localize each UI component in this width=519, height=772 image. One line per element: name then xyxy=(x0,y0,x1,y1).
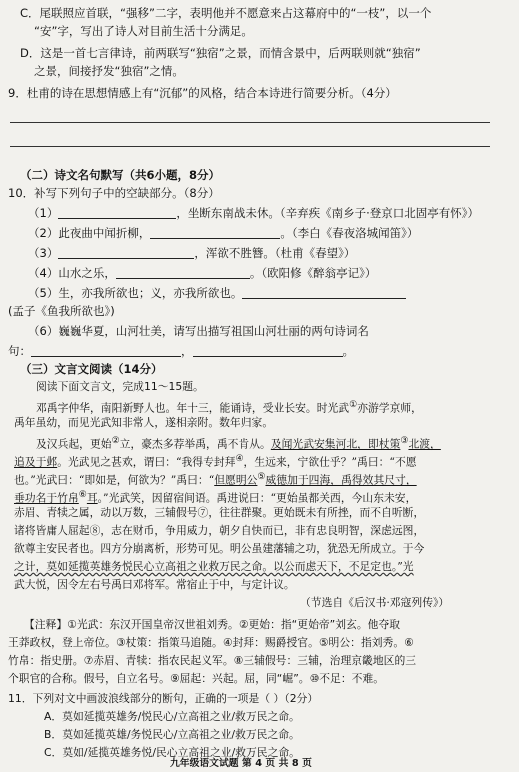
q11-stem: 11．下列对文中画波浪线部分的断句，正确的一项是（ ）（2分） xyxy=(8,692,319,705)
passage-line-5a: 也。”光武曰：“即如是，何欲为？”禹曰：“ xyxy=(14,473,215,487)
passage-line-6c: 。”光武笑，因留宿间语。禹进说曰：“更始虽都关西，今山东未安， xyxy=(97,491,417,505)
blank-3[interactable] xyxy=(58,258,194,259)
q10-item-2-text: 。（李白《春夜洛城闻笛》） xyxy=(280,226,419,240)
notes-line-4: 个职官的合称。假号，自立名号。⑨屈起：兴起。屈，同“崛”。⑩不足：不难。 xyxy=(8,672,385,685)
passage-line-9b: 藩辅之功，犹恐无所成立。于今 xyxy=(273,542,425,555)
blank-6a[interactable] xyxy=(31,356,181,357)
q10-item-2-prefix: （2）此夜曲中闻折柳， xyxy=(28,226,151,240)
passage-line-7: 赤眉、青犊之属，动以万数，三辅假号⑦，往往群聚。更始既未有所挫，而不自听断， xyxy=(14,506,425,519)
note-ref-5: ⑤ xyxy=(257,472,266,482)
q11-option-c[interactable]: C．莫如/延揽英雄务悦/民心立高祖之业/救万民之命。 xyxy=(44,746,300,759)
q10-item-1-text: ，坐断东南战未休。（辛弃疾《南乡子·登京口北固亭有怀》） xyxy=(176,206,479,220)
blank-2[interactable] xyxy=(150,238,280,239)
underlined-sentence-1c: 追及于邺 xyxy=(14,455,58,469)
passage-line-3a: 及汉兵起，更始 xyxy=(36,437,112,451)
blank-6b[interactable] xyxy=(193,356,343,357)
passage-line-2: 禹年虽幼，而见光武知非常人，遂相亲附。数年归家。 xyxy=(14,416,274,429)
underlined-sentence-2: 但愿明公 xyxy=(214,473,258,487)
q10-item-1 xyxy=(28,206,479,220)
q10-item-5-text: （5）生，亦我所欲也；义，亦我所欲也。 xyxy=(28,286,243,300)
q10-item-4-text: 。（欧阳修《醉翁亭记》） xyxy=(249,266,377,280)
passage-line-4 xyxy=(14,452,417,470)
underlined-sentence-2b: 威德加于四海，禹得效其尺寸， xyxy=(265,473,417,487)
passage-line-1b: 亦游学京师， xyxy=(357,401,422,415)
passage-intro: 阅读下面文言文，完成11～15题。 xyxy=(36,380,204,393)
q9-question: 9．杜甫的诗在思想情感上有“沉郁”的风格，结合本诗进行简要分析。（4分） xyxy=(8,86,397,100)
notes-line-1: 【注释】①光武：东汉开国皇帝汉世祖刘秀。②更始：指“更始帝”刘玄。他夺取 xyxy=(24,618,401,631)
note-ref-6: ⑥ xyxy=(78,490,87,500)
blank-4[interactable] xyxy=(116,278,250,279)
q10-item-5 xyxy=(28,286,406,300)
q10-item-3 xyxy=(28,246,355,260)
q8-option-c-line2: “安”字，写出了诗人对目前生活十分满足。 xyxy=(34,24,253,38)
q10-item-6-line1: （6）巍巍华夏，山河壮美，请写出描写祖国山河壮丽的两句诗词名 xyxy=(28,324,369,338)
q10-item-6-sep: ， xyxy=(181,344,193,358)
note-ref-3: ③ xyxy=(400,436,409,446)
passage-line-1a: 邓禹字仲华，南阳新野人也。年十三，能诵诗，受业长安。时光武 xyxy=(36,401,350,415)
passage-line-10 xyxy=(14,560,414,574)
page-footer: 九年级语文试题 第 4 页 共 8 页 xyxy=(170,758,312,769)
answer-line-2[interactable] xyxy=(10,146,490,147)
q10-item-4 xyxy=(28,266,376,280)
note-ref-1: ① xyxy=(349,400,358,410)
q8-option-c-line1: C．尾联照应首联，“强移”二字，表明他并不愿意来占这幕府中的“一枝”，以一个 xyxy=(20,6,432,20)
notes-line-2: 王莽政权，登上帝位。③杖策：指策马追随。④封拜：赐爵授官。⑤明公：指刘秀。⑥ xyxy=(8,636,414,649)
q10-item-6-end: 。 xyxy=(342,344,354,358)
passage-line-3 xyxy=(36,434,441,452)
q10-item-4-prefix: （4）山水之乐， xyxy=(28,266,116,280)
q11-option-a[interactable]: A．莫如延揽英雄务/悦民心/立高祖之业/救万民之命。 xyxy=(44,710,300,723)
underlined-sentence-1b: 北渡， xyxy=(408,437,441,451)
blank-5[interactable] xyxy=(242,298,406,299)
q8-option-d-line2: 之景，间接抒发“独宿”之情。 xyxy=(34,64,184,78)
section-3-title: （三）文言文阅读（14分） xyxy=(20,362,163,376)
q10-item-2 xyxy=(28,226,418,240)
q10-item-3-text: ，浑欲不胜簪。（杜甫《春望》） xyxy=(194,246,356,260)
note-ref-2: ② xyxy=(111,436,120,446)
passage-line-8: 诸将皆庸人屈起⑧，志在财币，争用威力，朝夕自快而已，非有忠良明智，深虑远图， xyxy=(14,524,425,537)
underlined-sentence-2c: 垂功名于竹帛 xyxy=(14,491,79,505)
passage-line-1 xyxy=(36,398,422,416)
q11-option-b[interactable]: B．莫如延揽英雄/务悦民心/立高祖之业/救万民之命。 xyxy=(44,728,300,741)
passage-line-5 xyxy=(14,470,417,488)
q8-option-d-line1: D．这是一首七言律诗，前两联写“独宿”之景，而情含景中，后两联则就“独宿” xyxy=(20,46,421,60)
q10-item-1-num: （1） xyxy=(28,206,59,220)
passage-line-3b: 立，豪杰多荐举禹，禹不肯从。 xyxy=(119,437,271,451)
passage-source: （节选自《后汉书·邓寇列传》） xyxy=(300,596,450,609)
underlined-sentence-1: 及闻光武安集河北，即杖策 xyxy=(270,437,401,451)
blank-1[interactable] xyxy=(58,218,176,219)
q10-item-3-num: （3） xyxy=(28,246,59,260)
q10-item-6-line2 xyxy=(8,344,354,358)
q10-item-6-prefix: 句： xyxy=(8,344,31,358)
passage-line-9a: 欲尊主安民者也。四方分崩离析，形势可见。明公虽建 xyxy=(14,542,274,555)
passage-line-4b: 。光武见之甚欢，谓曰：“我得专封拜 xyxy=(57,455,236,469)
answer-line-1[interactable] xyxy=(10,122,490,123)
passage-line-6 xyxy=(14,488,416,506)
wavy-underlined-sentence: 之计，莫如延揽英雄务悦民心立高祖之业救万民之命。以公而虑天下，不足定也。”光 xyxy=(14,560,414,573)
notes-line-3: 竹帛：指史册。⑦赤眉、青犊：指农民起义军。⑧三辅假号：三辅，治理京畿地区的三 xyxy=(8,654,417,667)
passage-line-9 xyxy=(14,542,424,556)
passage-line-11: 武大悦，因令左右号禹曰邓将军。常宿止于中，与定计议。 xyxy=(14,578,295,591)
passage-line-4c: ，生远来，宁欲仕乎？”禹曰：“不愿 xyxy=(243,455,417,469)
section-2-title: （二）诗文名句默写（共6小题，8分） xyxy=(20,168,221,182)
underlined-sentence-2d: 耳 xyxy=(86,491,98,505)
note-ref-4: ④ xyxy=(235,454,244,464)
q10-item-5-source: (孟子《鱼我所欲也》) xyxy=(8,304,115,318)
q10-stem: 10．补写下列句子中的空缺部分。（8分） xyxy=(8,186,220,200)
